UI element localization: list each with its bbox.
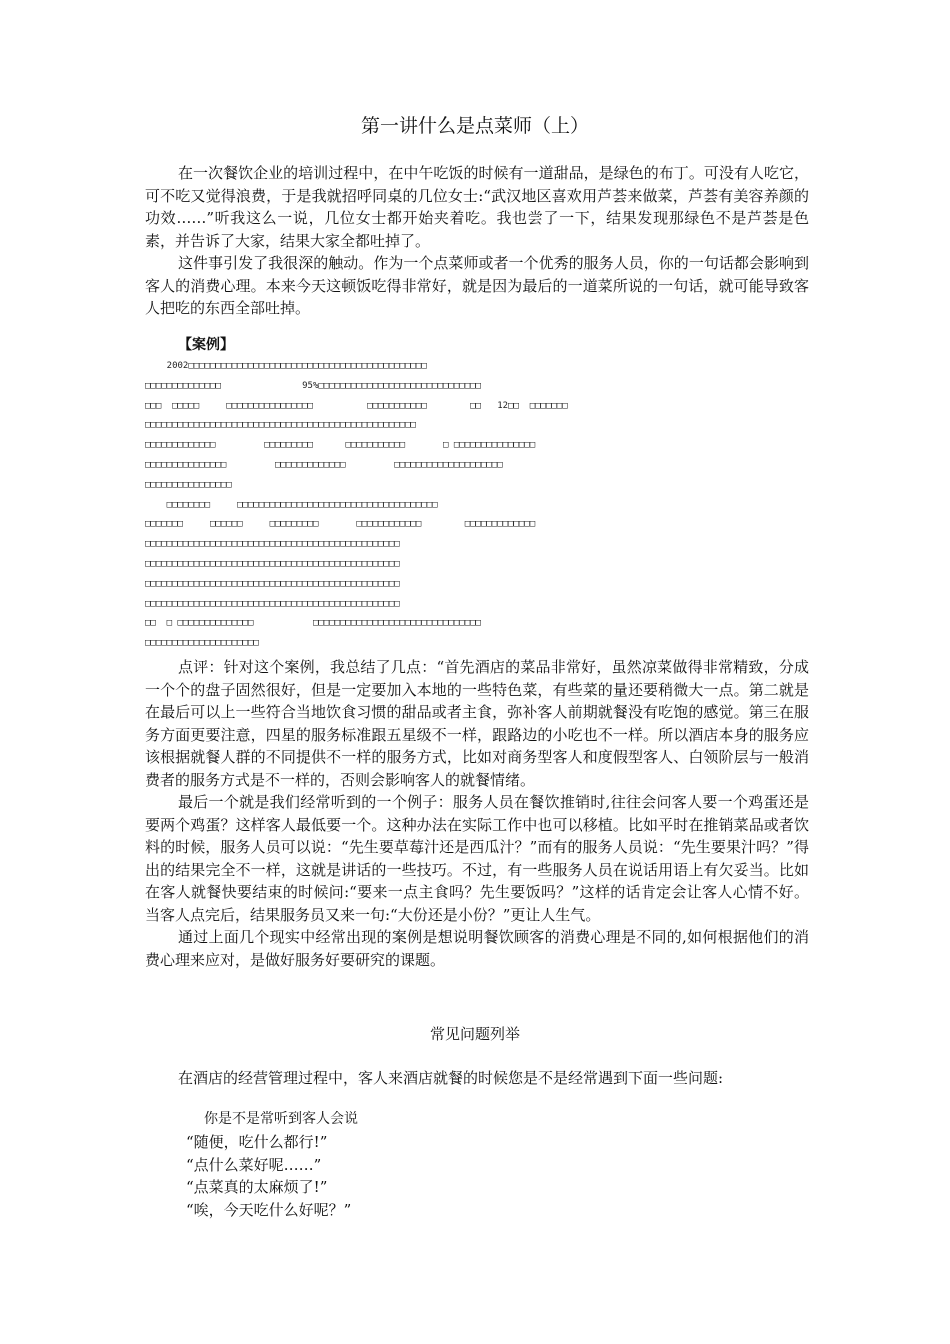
intro-paragraph: 在酒店的经营管理过程中，客人来酒店就餐的时候您是不是经常遇到下面一些问题: — [178, 1069, 724, 1087]
quote-list — [186, 1131, 351, 1221]
case-label: 【案例】 — [178, 337, 234, 353]
case-line: □□□□□□□□□□□□□□□□□□□□□□□□□□□□□□□□□□□□□□□□□□□□□□□□□□ — [145, 420, 416, 431]
paragraph: 在一次餐饮企业的培训过程中，在中午吃饭的时候有一道甜品，是绿色的布丁。可没有人吃它，可不吃又觉得浪费，于是我就招呼同桌的几位女士:“武汉地区喜欢用芦荟来做菜，芦荟有美容养颜的功效……”听我这么一说，几位女士都开始夹着吃。我也尝了一下，结果发现那绿色不是芦荟是色素，并告诉了大家，结果大家全都吐掉了。 — [145, 164, 809, 250]
commentary-section — [145, 656, 809, 971]
case-line: □□□□□□□ □□□□□□ □□□□□□□□□ □□□□□□□□□□□□ □□□□□□□□□□□□□ — [145, 519, 536, 530]
quote-item: “随便，吃什么都行!” — [186, 1133, 328, 1151]
case-line: □□□ □□□□□ □□□□□□□□□□□□□□□□ □□□□□□□□□□□ □□ 12□□ □□□□□□□ — [145, 400, 568, 411]
case-line: □□□□□□□□□□□□□□□□□□□□□□□□□□□□□□□□□□□□□□□□□□□□□□□ — [145, 558, 400, 569]
case-line: 2002□□□□□□□□□□□□□□□□□□□□□□□□□□□□□□□□□□□□□□□□□□□□ — [145, 361, 427, 371]
quote-item: “唉，今天吃什么好呢？” — [186, 1200, 352, 1219]
case-line: □□□□□□□□□□□□□□□□ — [145, 479, 232, 490]
quote-item: “点什么菜好呢……” — [186, 1155, 322, 1174]
case-line: □□□□□□□□□□□□□□ 95%□□□□□□□□□□□□□□□□□□□□□□□□□□□□□□ — [145, 380, 481, 391]
case-line: □□□□□□□□□□□□□□□□□□□□□□□□□□□□□□□□□□□□□□□□□□□□□□□ — [145, 578, 400, 589]
page-title: 第一讲什么是点菜师（上） — [360, 115, 589, 137]
case-line: □□ □ □□□□□□□□□□□□□□ □□□□□□□□□□□□□□□□□□□□□□□□□□□□□□□ — [145, 618, 481, 629]
paragraph: 这件事引发了我很深的触动。作为一个点菜师或者一个优秀的服务人员，你的一句话都会影响到客人的消费心理。本来今天这顿饭吃得非常好，就是因为最后的一道菜所说的一句话，就可能导致客人把吃的东西全部吐掉。 — [145, 254, 809, 317]
case-line: □□□□□□□□□□□□□ □□□□□□□□□ □□□□□□□□□□□ □ □□□□□□□□□□□□□□□ — [145, 440, 536, 451]
case-line: □□□□□□□□□□□□□□□ □□□□□□□□□□□□□ □□□□□□□□□□□□□□□□□□□□ — [145, 459, 503, 470]
paragraph: 点评：针对这个案例，我总结了几点：“首先酒店的菜品非常好，虽然凉菜做得非常精致，分成一个个的盘子固然很好，但是一定要加入本地的一些特色菜，有些菜的量还要稍微大一点。第二就是在最后可以上一些符合当地饮食习惯的甜品或者主食，弥补客人前期就餐没有吃饱的感觉。第三在服务方面更要注意，四星的服务标准跟五星级不一样，跟路边的小吃也不一样。所以酒店本身的服务应该根据就餐人群的不同提供不一样的服务方式，比如对商务型客人和度假型客人、白领阶层与一般消费者的服务方式是不一样的，否则会影响客人的就餐情绪。 — [145, 658, 809, 789]
quote-heading: 你是不是常听到客人会说 — [204, 1111, 358, 1127]
case-line: □□□□□□□□□□□□□□□□□□□□□□□□□□□□□□□□□□□□□□□□□□□□□□□ — [145, 539, 400, 550]
case-line: □□□□□□□□□□□□□□□□□□□□□ — [145, 638, 259, 649]
quote-item: “点菜真的太麻烦了!” — [186, 1178, 328, 1196]
case-line: □□□□□□□□ □□□□□□□□□□□□□□□□□□□□□□□□□□□□□□□□□□□□□ — [145, 499, 438, 510]
case-line: □□□□□□□□□□□□□□□□□□□□□□□□□□□□□□□□□□□□□□□□□□□□□□□ — [145, 598, 400, 609]
paragraph: 最后一个就是我们经常听到的一个例子：服务人员在餐饮推销时,往往会问客人要一个鸡蛋还是要两个鸡蛋？这样客人最低要一个。这种办法在实际工作中也可以移植。比如平时在推销菜品或者饮料的时候，服务人员可以说：“先生要草莓汁还是西瓜汁？”而有的服务人员说：“先生要果汁吗？”得出的结果完全不一样，这就是讲话的一些技巧。不过，有一些服务人员在说话用语上有欠妥当。比如在客人就餐快要结束的时候问:“要来一点主食吗？先生要饭吗？”这样的话肯定会让客人心情不好。当客人点完后，结果服务员又来一句:“大份还是小份？”更让人生气。 — [145, 793, 809, 924]
paragraph: 通过上面几个现实中经常出现的案例是想说明餐饮顾客的消费心理是不同的,如何根据他们的消费心理来应对，是做好服务好要研究的课题。 — [145, 928, 809, 969]
section-heading: 常见问题列举 — [429, 1025, 520, 1043]
case-text-garbled — [145, 357, 809, 654]
opening-section — [145, 162, 809, 320]
